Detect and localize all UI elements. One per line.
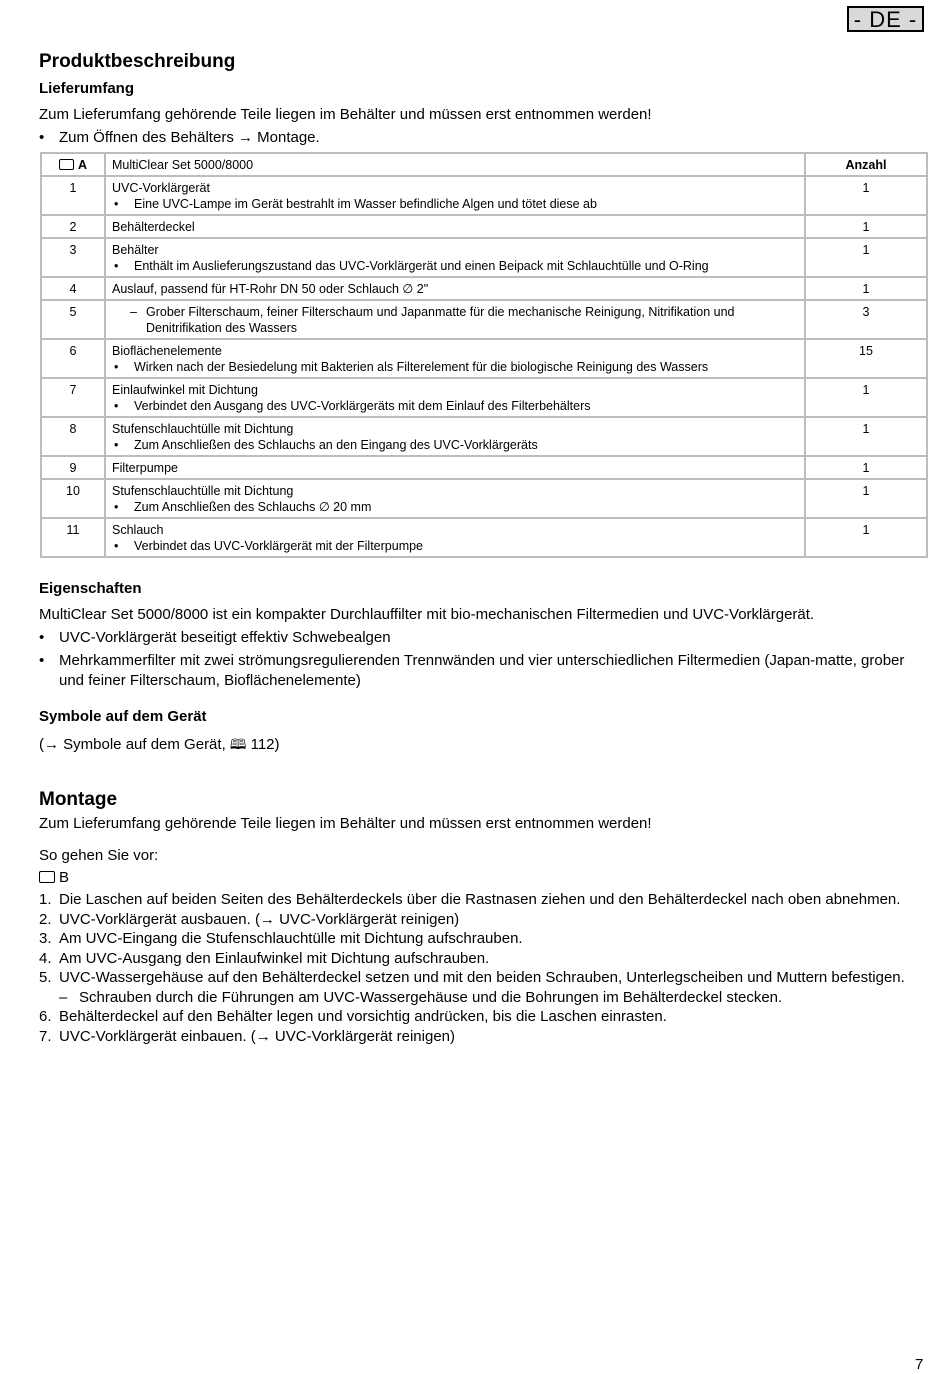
step-number: 7. [39,1027,52,1045]
step-text: Behälterdeckel auf den Behälter legen und vorsichtig andrücken, bis die Laschen einrasten. [59,1008,667,1025]
eigenschaften-intro: MultiClear Set 5000/8000 ist ein kompakter Durchlauffilter mit bio-mechanischen Filtermedien und UVC-Vorklärgerät. [39,606,815,623]
montage-intro: Zum Lieferumfang gehörende Teile liegen im Behälter und müssen erst entnommen werden! [39,815,652,832]
header-name-cell: MultiClear Set 5000/8000 [105,153,805,176]
item-number: 9 [41,456,105,479]
item-count: 1 [805,176,927,215]
item-description [105,277,805,300]
step-item [39,910,927,930]
item-name: Stufenschlauchtülle mit Dichtung [112,484,294,498]
item-count: 15 [805,339,927,378]
eigenschaften-bullet-2 [39,651,909,691]
symbole-reference[interactable] [39,734,927,755]
item-name: Auslauf, passend für HT-Rohr DN 50 oder Schlauch ∅ 2" [112,282,429,296]
subsection-title-symbole: Symbole auf dem Gerät [39,708,207,725]
item-name: Filterpumpe [112,461,178,475]
montage-lead: So gehen Sie vor: [39,847,159,864]
item-name: Einlaufwinkel mit Dichtung [112,383,258,397]
item-detail [112,304,798,336]
item-detail-text: Verbindet das UVC-Vorklärgerät mit der Filterpumpe [134,539,424,553]
table-body [41,176,927,557]
step-text: Schrauben durch die Führungen am UVC-Wassergehäuse und die Bohrungen im Behälterdeckel stecken. [79,988,783,1006]
step-number: 1. [39,891,52,908]
item-count: 1 [805,456,927,479]
language-badge: - DE - [847,6,924,32]
step-item [39,949,927,969]
item-count: 1 [805,277,927,300]
step-item [39,1007,927,1027]
step-text: UVC-Vorklärgerät einbauen. (→ UVC-Vorklärgerät reinigen) [59,1027,456,1045]
step-item [39,968,927,988]
table-row [41,238,927,277]
item-detail [112,398,798,414]
subsection-title-eigenschaften: Eigenschaften [39,580,142,597]
item-description [105,339,805,378]
subsection-title-lieferumfang: Lieferumfang [39,80,135,97]
item-name: UVC-Vorklärgerät [112,181,210,195]
item-detail [112,196,798,212]
dash-marker: – [59,988,68,1006]
item-number: 7 [41,378,105,417]
figure-icon [39,871,55,883]
item-number: 3 [41,238,105,277]
item-number: 2 [41,215,105,238]
table-row [41,518,927,557]
item-detail-text: Wirken nach der Besiedelung mit Bakterien als Filterelement für die biologische Reinigung des Wassers [134,360,709,374]
item-detail [112,499,798,515]
montage-steps [39,890,927,1046]
item-description [105,518,805,557]
lieferumfang-intro: Zum Lieferumfang gehörende Teile liegen im Behälter und müssen erst entnommen werden! [39,106,652,123]
step-text: Die Laschen auf beiden Seiten des Behälterdeckels über die Rastnasen ziehen und den Behälterdeckel nach oben abnehmen. [59,891,901,908]
figure-icon [59,159,74,170]
montage-figure-ref [39,868,927,888]
table-row [41,378,927,417]
table-row [41,339,927,378]
table-row [41,277,927,300]
item-detail [112,538,798,554]
item-detail-text: Eine UVC-Lampe im Gerät bestrahlt im Wasser befindliche Algen und tötet diese ab [134,197,597,211]
item-detail [112,359,798,375]
item-detail-text: Enthält im Auslieferungszustand das UVC-Vorklärgerät und einen Beipack mit Schlauchtülle und O-Ring [134,259,709,273]
step-text: UVC-Wassergehäuse auf den Behälterdeckel setzen und mit den beiden Schrauben, Unterlegscheiben und Muttern befestigen. [59,969,905,986]
item-name: Behälterdeckel [112,220,195,234]
book-icon: 🕮 [229,736,247,752]
step-text: UVC-Vorklärgerät ausbauen. (→ UVC-Vorklärgerät reinigen) [59,910,460,928]
step-number: 4. [39,949,52,967]
bullet-text: UVC-Vorklärgerät beseitigt effektiv Schwebealgen [59,629,391,646]
table-row [41,215,927,238]
table-row [41,176,927,215]
bullet-marker: • [114,197,119,211]
bullet-text: Mehrkammerfilter mit zwei strömungsregulierenden Trennwänden und vier unterschiedlichen Filtermedien (Japan-matte, grober und feiner Filterschaum, Bioflächenelemente) [59,652,905,689]
header-count-cell: Anzahl [805,153,927,176]
page-content [39,48,927,1046]
item-detail-text: Zum Anschließen des Schlauchs an den Eingang des UVC-Vorklärgeräts [134,438,538,452]
table-row [41,479,927,518]
item-description [105,215,805,238]
step-text: Am UVC-Eingang die Stufenschlauchtülle mit Dichtung aufschrauben. [59,930,523,947]
bullet-marker: • [39,129,45,146]
symbole-reference-page: 112) [250,736,280,753]
step-text: Am UVC-Ausgang den Einlaufwinkel mit Dichtung aufschrauben. [59,949,490,967]
eigenschaften-bullet-1 [39,628,927,648]
item-description [105,456,805,479]
item-number: 1 [41,176,105,215]
item-name: Stufenschlauchtülle mit Dichtung [112,422,294,436]
item-number: 10 [41,479,105,518]
table-row [41,417,927,456]
item-number: 8 [41,417,105,456]
item-detail-text: Zum Anschließen des Schlauchs ∅ 20 mm [134,500,372,514]
item-count: 1 [805,238,927,277]
item-count: 1 [805,378,927,417]
step-item [39,1027,927,1047]
bullet-marker: • [39,629,45,646]
step-number: 5. [39,969,52,986]
bullet-marker: • [114,399,119,413]
step-number: 3. [39,930,52,947]
page-number: 7 [915,1356,924,1373]
item-detail [112,437,798,453]
header-figure-cell: A [41,153,105,176]
item-name: Schlauch [112,523,164,537]
item-number: 5 [41,300,105,339]
table-row [41,300,927,339]
figure-label: B [59,869,70,886]
table-header-row [41,153,927,176]
dash-marker: – [130,305,137,319]
section-title-montage: Montage [39,789,118,810]
step-number: 6. [39,1008,52,1025]
item-name: Bioflächenelemente [112,344,222,358]
item-count: 1 [805,518,927,557]
step-item [39,929,927,949]
symbole-reference-text: (→ Symbole auf dem Gerät, [39,736,230,753]
item-count: 1 [805,215,927,238]
bullet-marker: • [114,360,119,374]
bullet-marker: • [114,539,119,553]
item-number: 6 [41,339,105,378]
item-count: 3 [805,300,927,339]
item-number: 11 [41,518,105,557]
item-detail-text: Grober Filterschaum, feiner Filterschaum und Japanmatte für die mechanische Reinigung, Nitrifikation und Denitrifikation des Wassers [146,305,735,335]
step-item [39,988,927,1008]
section-title-produktbeschreibung: Produktbeschreibung [39,51,236,72]
item-count: 1 [805,479,927,518]
step-item [39,890,927,910]
item-description [105,417,805,456]
scope-of-delivery-table [40,152,928,558]
lieferumfang-bullet [39,128,927,148]
item-number: 4 [41,277,105,300]
item-description [105,378,805,417]
table-row [41,456,927,479]
item-description [105,238,805,277]
item-name: Behälter [112,243,159,257]
item-description [105,479,805,518]
item-count: 1 [805,417,927,456]
bullet-marker: • [114,438,119,452]
bullet-marker: • [114,259,119,273]
item-detail [112,258,798,274]
bullet-text: Zum Öffnen des Behälters → Montage. [59,129,320,146]
bullet-marker: • [39,652,45,669]
item-detail-text: Verbindet den Ausgang des UVC-Vorklärgeräts mit dem Einlauf des Filterbehälters [134,399,591,413]
bullet-marker: • [114,500,119,514]
step-number: 2. [39,910,52,928]
item-description [105,176,805,215]
item-description [105,300,805,339]
